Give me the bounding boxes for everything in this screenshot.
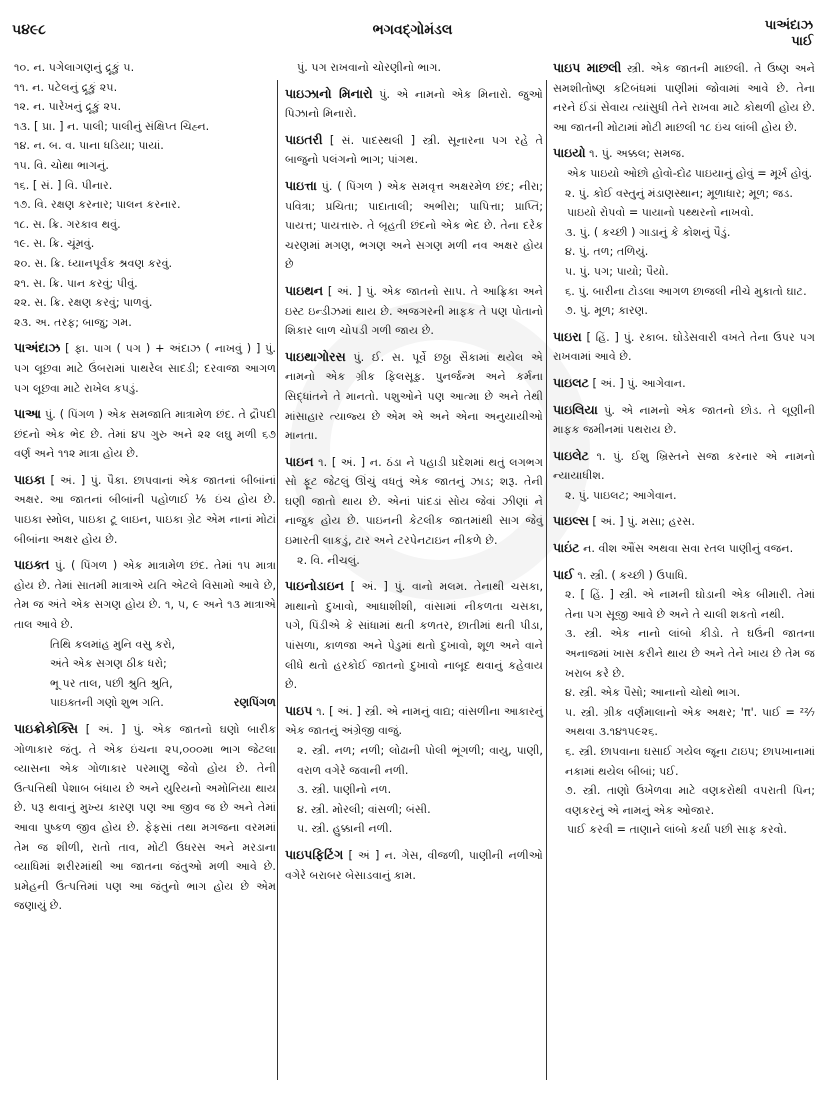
entry-sense: ૨૩. અ. તરફ; બાજુ; ગમ.: [14, 315, 132, 329]
entry-sense: ૧. [ અં. ] સ્ત્રી. એ નામનું વાદ્ય; વાંસળીના આકારનું એક જાતનું અંગ્રેજી વાજું.: [285, 704, 543, 738]
entry-definition: પું. ઈ. સ. પૂર્વે છઠ્ઠા સૈકામાં થયેલ એ નામનો એક ગ્રીક ફિલસૂફ. પુનર્જન્મ અને કર્મના સિદ્ધાંતને તે માનતો. પશુઓને પણ આત્મા છે અને તેથી માંસાહાર ત્યાજ્ય છે એમ એ અને એના અનુયાયીઓ માનતા.: [285, 350, 543, 443]
entry-headword: પાઇતરી: [285, 131, 323, 147]
dictionary-entry: [285, 576, 543, 695]
entry-headword: પાઇંટ: [553, 540, 580, 556]
entry-sense: ૧૬. [ સં. ] વિ. પીનાર.: [14, 178, 113, 192]
entry-headword: પાઇક્ત: [14, 557, 50, 573]
entry-sense: ૫. પું. પગ; પાયો; પૈયો.: [565, 264, 669, 278]
column-divider: [277, 80, 278, 1080]
dictionary-entry: [553, 446, 815, 506]
entry-headword: પાઇક્રોકોક્સિ: [14, 721, 78, 736]
verse-attribution: રણપિંગળ: [233, 696, 276, 710]
dictionary-entry: [285, 176, 543, 275]
entry-definition: [ હિં. ] પું. રકાબ. ઘોડેસવારી વખતે તેના ઉપર પગ રાખવામાં આવે છે.: [553, 330, 816, 364]
entry-definition: પું. ( પિંગળ ) એક સમજાતિ માત્રામેળ છંદ. તે દ્રૌપદી છંદનો એક ભેદ છે. તેમાં ૪૫ ગુરુ અને ૨૨ લઘુ મળી ૬૭ વર્ણ અને ૧૧૨ માત્રા હોય છે.: [14, 408, 276, 461]
entry-phrase: એક પાઇયો ઓછો હોવો-દોઢ પાઇયાનું હોવું = મૂર્ખ હોવું.: [567, 166, 813, 180]
entry-phrase: પાઈ કરવી = તાણાને લાંબો કર્યા પછી સાફ કરવો.: [567, 823, 787, 837]
column-middle: [285, 58, 543, 891]
dictionary-entry: [14, 555, 276, 713]
entry-definition: પું. એ નામનો એક મિનારો. જુઓ પિઝાનો મિનારો.: [285, 87, 543, 121]
entry-phrase: પાઇયો રોપવો = પાયાનો પથ્થરનો નાખવો.: [567, 206, 754, 220]
dictionary-entry: [285, 281, 543, 341]
entry-headword: પાઇપ: [285, 702, 313, 718]
entry-sense: ૨૦. સ. ક્રિ. ધ્યાનપૂર્વક શ્રવણ કરવું.: [14, 256, 173, 270]
entry-definition: [ અં. ] પું. પૈકા. છાપવાનાં એક જાતનાં બીબાંનાં અક્ષર. આ જાતનાં બીબાંની પહોળાઈ ⅙ ઇંચ હોય છે. પાઇકા સ્મોલ, પાઇકા ટૂ લાઇન, પાઇકા ગ્રેટ એમ નાનાં મોટાં બીબાંના અક્ષર હોય છે.: [14, 473, 276, 546]
entry-sense: ૧૧. ન. પટેલનું દ્રૂકું ૨૫.: [14, 80, 118, 94]
entry-definition: [ અં. ] પું. એક જાતનો ઘણો બારીક ગોળાકાર જંતુ. તે એક ઇંચના ૨૫,૦૦૦મા ભાગ જેટલા વ્યાસના એક ગોળાકાર પરમાણુ જેવો હોય છે. તેની ઉત્પત્તિથી પેશાબ બંધાય છે અને યુરિયનો અમોનિયા થાય છે. પરૂ થવાનું મુખ્ય કારણ પણ આ જીવ જ છે અને તેમાં આવા પુષ્કળ જીવ હોય છે. ફેફસાં તથા મગજના વરમમાં તેમ જ શીળી, રાતો તાવ, મોટી ઉધરસ અને મરડાના વ્યાધિમાં શરીરમાંથી આ જાતના જંતુઓ મળી આવે છે. પ્રમેહની ઉત્પત્તિમાં પણ આ જંતુનો ભાગ હોય છે એમ જણાયું છે.: [14, 723, 276, 913]
dictionary-entry: [553, 58, 815, 137]
entry-sense: ૧૩. [ પ્રા. ] ન. પાલી; પાલીનું સંક્ષિપ્ત ચિહ્ન.: [14, 119, 210, 133]
entry-sense: ૧૪. ન. બ. વ. પાના ધડિયા; પાયાં.: [14, 139, 164, 153]
entry-sense: ૧૦. ન. પગેલાગણનું દ્રૂકું ૫.: [14, 61, 135, 74]
entry-definition: પું. ( પિંગળ ) એક સમવૃત્ત અક્ષરમેળ છંદ; નીરા; પવિત્રા; પ્રચિતા; પાદાતાલી; અભીરા; પાપિત્તા; પ્રાપ્તિ; પાયત્ત; પાયત્તારુ. તે બૃહતી છંદનો એક ભેદ છે. તેના દરેક ચરણમાં મગણ, ભગણ અને સગણ મળી નવ અક્ષર હોય છે: [285, 179, 543, 272]
entry-headword: પાઇલ્સ: [553, 513, 589, 529]
entry-headword: પાઇન: [285, 453, 314, 469]
entry-sense: ૧૮. સ. ક્રિ. ગરકાવ થવું.: [14, 217, 121, 231]
entry-sense: ૧૨. ન. પારેખનું દ્રૂકું ૨૫.: [14, 100, 122, 114]
entry-sense: ૧૯. સ. ક્રિ. ચૂંમવું.: [14, 237, 95, 251]
entry-definition: પું. ( પિંગળ ) એક માત્રામેળ છંદ. તેમાં ૧૫ માત્રા હોય છે. તેમાં સાતમી માત્રાએ યતિ એટલે વિસામો આવે છે, તેમ જ અંતે એક સગણ હોય છે. ૧, ૫, ૯ અને ૧૩ માત્રાએ તાલ આવે છે.: [14, 559, 276, 632]
entry-sense: ૭. પું. મૂળ; કારણ.: [565, 304, 648, 318]
dictionary-entry: [553, 143, 815, 320]
entry-sense: ૭. સ્ત્રી. તાણો ઉખેળવા માટે વણકરોથી વપરાતી પિન; વણકરનું એ નામનું એક ઓજાર.: [565, 784, 815, 817]
entry-definition: પું. એ નામનો એક જાતનો છોડ. તે લૂણીની માફક જમીનમાં પથરાય છે.: [553, 403, 815, 437]
dictionary-entry: [285, 452, 543, 571]
verse-line: અંતે એક સગણ ઠીક ધરો;: [50, 657, 167, 671]
entry-headword: પાઇઝાનો મિનારો: [285, 85, 373, 101]
dictionary-entry: [285, 845, 543, 885]
entry-headword: પાઇપ માછલી: [553, 60, 622, 75]
dictionary-entry: [285, 58, 543, 78]
entry-definition: [ અં. ] પું. આગેવાન.: [592, 376, 686, 390]
entry-definition: [ ફા. પાગ ( પગ ) + અંદાઝ ( નાખવું ) ] પું. પગ લૂછવા માટે ઉંબરામાં પાથરેલ સાદડી; દરવાજા આગળ પગ લૂછવા માટે રાખેલ કપડું.: [14, 342, 276, 395]
entry-headword: પાઇલેટ: [553, 447, 589, 463]
entry-headword: પાઇલિયા: [553, 401, 598, 417]
entry-definition: ન. વીશ ઔંસ અથવા સવા રતલ પાણીનું વજન.: [583, 542, 794, 556]
entry-sense: ૩. સ્ત્રી. પાણીનો નળ.: [297, 783, 392, 797]
dictionary-entry: [14, 470, 276, 549]
entry-headword: પાઇકા: [14, 471, 46, 487]
dictionary-entry: [553, 327, 815, 367]
column-right: [553, 58, 815, 846]
running-title: ભગવદ્ગોમંડલ: [372, 22, 453, 38]
entry-headword: પાઇથન: [285, 282, 324, 298]
entry-headword: પાઇપફિટિંગ: [285, 846, 344, 862]
dictionary-entry: [14, 719, 276, 916]
column-left: [14, 58, 276, 922]
entry-sense: ૪. પું. તળ; તળિયું.: [565, 245, 649, 259]
entry-sense: ૪. સ્ત્રી. મોરલી; વાંસળી; બંસી.: [297, 802, 431, 816]
entry-sense: ૫. સ્ત્રી. ગ્રીક વર્ણમાલાનો એક અક્ષર; 'π'. પાઈ = ²²⁄₇ અથવા ૩.૧૪૧૫૯૨૬.: [565, 705, 815, 739]
dictionary-entry: [553, 538, 815, 559]
entry-sense: ૬. પું. બારીના ટોડલા આગળ છાજલી નીચે મુકાતો ઘાટ.: [565, 284, 807, 298]
entry-definition: [ અં. ] પું. મસા; હરસ.: [592, 515, 695, 529]
entry-headword: પાઈ: [553, 566, 574, 582]
entry-definition: [ અં ] ન. ગેસ, વીજળી, પાણીની નળીઓ વગેરે બરાબર બેસાડવાનું કામ.: [285, 848, 543, 882]
dictionary-entry: [285, 347, 543, 446]
entry-sense: ૨. વિ. નીચલું.: [297, 553, 360, 567]
entry-sense: ૨. [ હિં. ] સ્ત્રી. એ નામની ઘોડાની એક બીમારી. તેમાં તેના પગ સૂજી આવે છે અને તે ચાલી શકતો નથી.: [565, 588, 815, 621]
entry-headword: પાઇત્તા: [285, 177, 317, 193]
verse-line: પાઇક્તની ગણો શુભ ગતિ. રણપિંગળ: [14, 693, 276, 713]
entry-definition: [ અં. ] પું. વાનો મલમ. તેનાથી ચસકા, માથાનો દુખાવો, આધાશીશી, વાંસામાં નીકળતા ચસકા, પગે, પિંડીએ કે સાંધામાં થતી કળતર, છાતીમાં થતી પીડા, પાંસળા, કાળજા અને પેડુમાં થતો દુખાવો, શૂળ અને વાને લીધે થતો હરકોઈ જાતનો દુખાવો નાબૂદ થવાનું કહેવાય છે.: [285, 580, 544, 692]
dictionary-entry: [553, 511, 815, 532]
entry-sense: ૩. પું. ( કચ્છી ) ગાડાનું કે કોશનું પૈડું.: [565, 225, 731, 239]
entry-headword: પાઇથાગોરસ: [285, 348, 346, 364]
entry-sense: ૧૫. વિ. ચોથા ભાગનું.: [14, 158, 109, 172]
entry-sense: ૨. સ્ત્રી. નળ; નળી; લોઢાની પોલી ભૂંગળી; વાયુ, પાણી, વરાળ વગેરે જવાની નળી.: [297, 744, 543, 777]
dictionary-entry: [553, 373, 815, 394]
entry-sense: ૧. પું. અક્કલ; સમજ.: [589, 147, 685, 161]
entry-sense: ૪. સ્ત્રી. એક પૈસો; આનાનો ચોથો ભાગ.: [565, 686, 741, 700]
entry-sense: ૨. પું. કોઈ વસ્તુનું મંડાણસ્થાન; મૂળાધાર; મૂળ; જડ.: [565, 186, 793, 200]
dictionary-entry: [553, 565, 815, 840]
entry-continuation: પું. પગ રાખવાનો ચોરણીનો ભાગ.: [297, 61, 442, 74]
entry-definition: [ અં. ] પું. એક જાતનો સાપ. તે આફ્રિકા અને ઇસ્ટ ઇન્ડીઝમાં થાય છે. અજગરની માફક તે પણ પોતાનો શિકાર લાળ ચોપડી ગળી જાય છે.: [285, 284, 543, 338]
guide-word-last: પાઈ: [791, 34, 813, 49]
guide-word-first: પાઅંદાઝ: [764, 18, 813, 33]
column-divider: [546, 80, 547, 1080]
dictionary-entry: [285, 701, 543, 839]
entry-sense: ૧. [ અં. ] ન. ઠંડા ને પહાડી પ્રદેશમાં થતું લગભગ સો ફૂટ જેટલું ઊંચું વધતું એક જાતનું ઝાડ; શરૂ. તેની ઘણી જાતો થાય છે. એનાં પાંદડાં સોય જેવાં ઝીણાં ને નાજુક હોય છે. પાઇનની કેટલીક જાતમાંથી સાગ જેવું ઇમારતી લાકડું, ટાર અને ટરપેનટાઇન નીકળે છે.: [285, 455, 543, 548]
entry-sense: ૬. સ્ત્રી. છાપવાના ઘસાઈ ગયેલ જૂના ટાઇપ; છાપખાનામાં નકામાં થયેલ બીબાં; પઈ.: [565, 745, 815, 778]
entry-sense: ૧. પું. ઈશુ ખ્રિસ્તને સજા કરનાર એ નામનો ન્યાયાધીશ.: [553, 449, 815, 483]
entry-sense: ૨. પું. પાઇલટ; આગેવાન.: [565, 488, 677, 502]
entry-sense: ૨૧. સ. ક્રિ. પાન કરવું; પીવું.: [14, 276, 138, 290]
dictionary-entry: [285, 84, 543, 124]
page-number: ૫૪૯૮: [12, 22, 46, 38]
entry-sense: ૧૭. વિ. રક્ષણ કરનાર; પાલન કરનાર.: [14, 198, 181, 212]
dictionary-entry: [553, 400, 815, 440]
entry-headword: પાઇનોડાઇન: [285, 578, 344, 594]
entry-headword: પાઆ: [14, 406, 42, 422]
entry-headword: પાઇલટ: [553, 374, 589, 390]
entry-sense: ૨૨. સ. ક્રિ. રક્ષણ કરવું; પાળવું.: [14, 296, 153, 310]
verse-line: તિથિ કલમાંહ મુનિ વસુ કરો,: [50, 637, 176, 651]
entry-definition: [ સં. પાદસ્થલી ] સ્ત્રી. સૂનારના પગ રહે તે બાજુનો પલંગનો ભાગ; પાંગથ.: [285, 133, 544, 167]
entry-headword: પાઇયો: [553, 145, 586, 161]
guide-words: [765, 18, 813, 50]
entry-sense: ૫. સ્ત્રી. હુક્કાની નળી.: [297, 822, 393, 836]
dictionary-entry: [285, 130, 543, 170]
entry-headword: પાઇરા: [553, 328, 582, 344]
dictionary-entry: [14, 338, 276, 398]
dictionary-entry: [14, 404, 276, 464]
page-header: [0, 0, 825, 50]
entry-sense: ૧. સ્ત્રી. ( કચ્છી ) ઉપાધિ.: [577, 568, 688, 582]
entry-headword: પાઅંદાઝ: [14, 340, 61, 356]
entry-sense: ૩. સ્ત્રી. એક નાનો લાંબો કીડો. તે ઘઉંની જાતના અનાજમાં ખાસ કરીને થાય છે અને તેને ખાય છે તેમ જ ખરાબ કરે છે.: [565, 627, 815, 680]
dictionary-entry: [14, 58, 276, 332]
verse-line: ભૂ પર તાલ, પછી શ્રુતિ શ્રુતિ,: [50, 676, 173, 690]
entry-definition: સ્ત્રી. એક જાતની માછલી. તે ઉષ્ણ અને સમશીતોષ્ણ કટિબંધમાં પાણીમાં જોવામાં આવે છે. તેના નરને ઈંડાં સેવાય ત્યાંસુધી તેને રાખવા માટે કોથળી હોય છે. આ જાતની મોટામાં મોટી માછલી ૧૮ ઇંચ લાંબી હોય છે.: [553, 62, 815, 134]
